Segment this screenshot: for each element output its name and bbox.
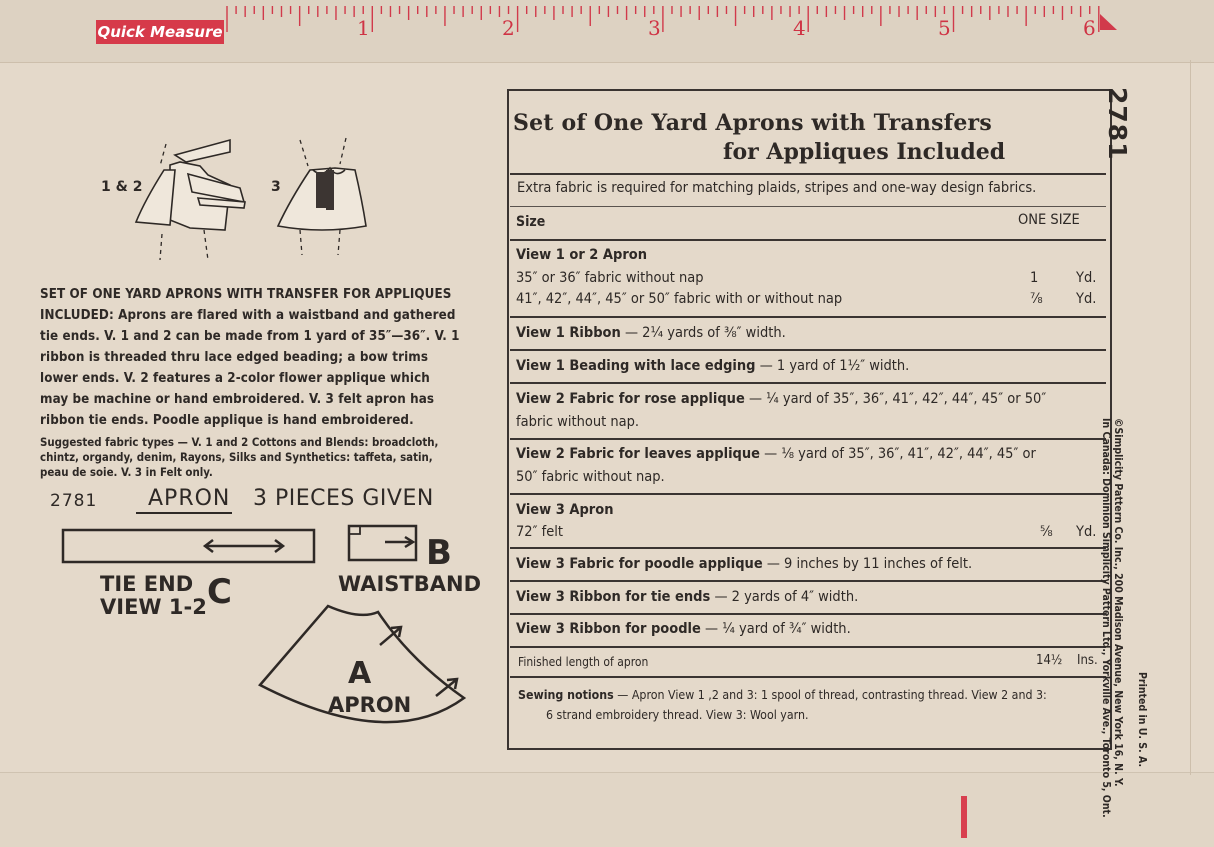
- row-view-3-title: View 3 Apron: [516, 502, 614, 518]
- row-view-1-2-title: View 1 or 2 Apron: [516, 247, 648, 263]
- row-rose-applique-cont: fabric without nap.: [516, 414, 640, 430]
- row-unit: Yd.: [1076, 270, 1097, 286]
- view-label-1-2: 1 & 2: [101, 179, 143, 195]
- row-amount: 1: [1030, 270, 1039, 286]
- sewing-notions: Sewing notions — Apron View 1 ,2 and 3: 1 spool of thread, contrasting thread. View 2 and 3:: [518, 688, 1047, 702]
- row-amount: ⅝: [1040, 524, 1053, 540]
- finished-length-value: 14½: [1036, 653, 1063, 668]
- divider: [510, 613, 1106, 615]
- tie-end-view-label: VIEW 1-2: [100, 595, 207, 619]
- row-ribbon-tie-ends: View 3 Ribbon for tie ends — 2 yards of 4″ width.: [516, 589, 859, 605]
- ruler-marker: [961, 796, 967, 838]
- row-fabric-desc: 72″ felt: [516, 524, 563, 540]
- row-fabric-desc: 35″ or 36″ fabric without nap: [516, 270, 704, 286]
- divider: [510, 382, 1106, 384]
- ruler-number: 5: [938, 16, 951, 40]
- copyright-line: ©Simplicity Pattern Co. Inc., 200 Madison Avenue, New York 16, N. Y.: [1112, 418, 1124, 787]
- underline: [136, 512, 232, 514]
- extra-fabric-note: Extra fabric is required for matching plaids, stripes and one-way design fabrics.: [517, 180, 1037, 196]
- description-body: Aprons are flared with a waistband and gathered tie ends. V. 1 and 2 can be made from 1 yard of 35″—36″. V. 1 ribbon is threaded thru lace edged beading; a bow trims lower ends. V. 2 features a 2-color flower applique which may be machine or hand embroidered. V. 3 felt apron has ribbon tie ends. Poodle applique is hand embroidered.: [40, 308, 460, 428]
- row-beading: View 1 Beading with lace edging — 1 yard of 1½″ width.: [516, 358, 910, 374]
- finished-length-unit: Ins.: [1077, 653, 1098, 668]
- quick-measure-label: Quick Measure: [96, 20, 224, 44]
- view-label-3: 3: [271, 179, 281, 195]
- size-value: ONE SIZE: [1018, 212, 1080, 228]
- apron-view-sketches: [100, 130, 400, 270]
- ruler-number: 3: [648, 16, 661, 40]
- row-poodle-applique: View 3 Fabric for poodle applique — 9 inches by 11 inches of felt.: [516, 556, 973, 572]
- fold-line: [0, 62, 1214, 63]
- chart-title-line2: for Appliques Included: [723, 139, 1006, 165]
- row-unit: Yd.: [1076, 524, 1097, 540]
- fabric-types-heading: Suggested fabric types: [40, 435, 175, 449]
- divider: [510, 580, 1106, 582]
- canada-line: In Canada: Dominion Simplicity Pattern Ltd., Yorkville Ave., Toronto 5, Ont.: [1100, 418, 1112, 818]
- description-heading: SET OF ONE YARD APRONS WITH TRANSFER FOR APPLIQUES INCLUDED:: [40, 287, 452, 323]
- row-leaves-applique-cont: 50″ fabric without nap.: [516, 469, 665, 485]
- finished-length-label: Finished length of apron: [518, 655, 649, 669]
- row-rose-applique: View 2 Fabric for rose applique — ¼ yard of 35″, 36″, 41″, 42″, 44″, 45″ or 50″: [516, 391, 1047, 407]
- fabric-types-body: — V. 1 and 2 Cottons and Blends: broadcloth, chintz, organdy, denim, Rayons, Silks and Synthetics: taffeta, satin, peau de soie. V. 3 in Felt only.: [40, 435, 439, 479]
- envelope-bottom-flap: [0, 772, 1214, 847]
- tie-end-label: TIE END: [100, 572, 194, 596]
- ruler-number: 6: [1083, 16, 1096, 40]
- chart-title: Set of One Yard Aprons with Transfers: [513, 110, 992, 136]
- apron-letter: A: [348, 656, 372, 691]
- ruler-number: 1: [357, 16, 370, 40]
- pieces-given: 3 PIECES GIVEN: [253, 486, 434, 511]
- pattern-piece-diagrams: [60, 520, 480, 750]
- apron-sketch-view-3: [278, 168, 366, 230]
- waistband-label: WAISTBAND: [338, 572, 482, 596]
- divider: [510, 316, 1106, 318]
- row-ribbon-poodle: View 3 Ribbon for poodle — ¼ yard of ¾″ width.: [516, 621, 851, 637]
- waistband-letter: B: [426, 533, 452, 573]
- row-fabric-desc: 41″, 42″, 44″, 45″ or 50″ fabric with or without nap: [516, 291, 843, 307]
- divider: [510, 493, 1106, 495]
- apron-sketch-view-1-2: [136, 140, 245, 230]
- size-label: Size: [516, 214, 546, 230]
- pattern-number: 2781: [50, 491, 98, 511]
- pattern-description: [40, 284, 460, 480]
- apron-label: APRON: [328, 693, 412, 717]
- pattern-piece-name: APRON: [148, 486, 231, 511]
- divider: [510, 676, 1106, 678]
- sewing-notions-cont: 6 strand embroidery thread. View 3: Wool yarn.: [546, 708, 809, 722]
- row-unit: Yd.: [1076, 291, 1097, 307]
- tie-end-letter: C: [207, 572, 232, 612]
- divider: [510, 173, 1106, 175]
- pattern-number-vertical: 2781: [1103, 87, 1132, 161]
- ruler-end-arrow-icon: [1100, 14, 1117, 30]
- printed-in-usa: Printed in U. S. A.: [1136, 672, 1148, 768]
- divider: [510, 646, 1106, 648]
- ruler-number: 2: [502, 16, 515, 40]
- row-ribbon: View 1 Ribbon — 2¼ yards of ⅜″ width.: [516, 325, 786, 341]
- divider: [510, 438, 1106, 440]
- divider: [510, 206, 1106, 207]
- ruler-number: 4: [793, 16, 806, 40]
- row-leaves-applique: View 2 Fabric for leaves applique — ⅛ yard of 35″, 36″, 41″, 42″, 44″, 45″ or: [516, 446, 1036, 462]
- divider: [510, 547, 1106, 549]
- divider: [510, 349, 1106, 351]
- quick-measure-ruler: [0, 0, 1214, 46]
- divider: [510, 239, 1106, 241]
- fold-line: [1190, 60, 1191, 775]
- row-amount: ⅞: [1030, 291, 1043, 307]
